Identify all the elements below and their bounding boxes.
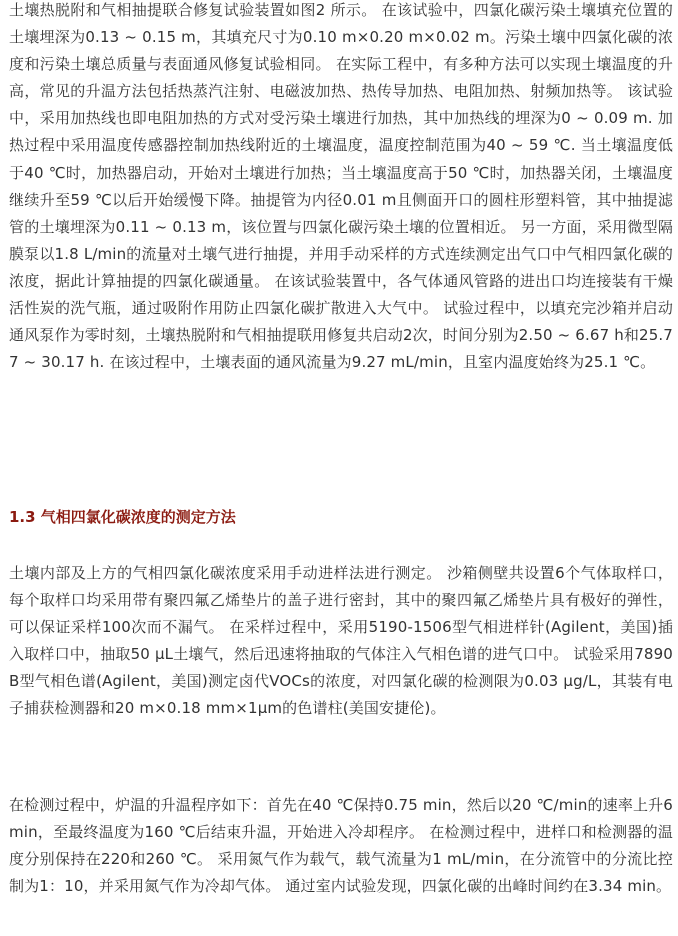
paragraph-device-setup: 土壤热脱附和气相抽提联合修复试验装置如图2 所示。 在该试验中，四氯化碳污染土壤填充位置的土壤埋深为0.13 ~ 0.15 m，其填充尺寸为0.10 m×0.20 m×0.02 m。污染土壤中四氯化碳的浓度和污染土壤总质量与表面通风修复试验相同。 在实际工程中，有多种方法可以实现土壤温度的升高，常见的升温方法包括热蒸汽注射、电磁波加热、热传导加热、电阻加热、射频加热等。 该试验中，采用加热线也即电阻加热的方式对受污染土壤进行加热，其中加热线的埋深为0 ~ 0.09 m. 加热过程中采用温度传感器控制加热线附近的土壤温度，温度控制范围为40 ~ 59 ℃. 当土壤温度低于40 ℃时，加热器启动，开始对土壤进行加热；当土壤温度高于50 ℃时，加热器关闭，土壤温度继续升至59 ℃以后开始缓慢下降。抽提管为内径0.01 m且侧面开口的圆柱形塑料管，其中抽提滤管的土壤埋深为0.11 ~ 0.13 m，该位置与四氯化碳污染土壤的位置相近。 另一方面，采用微型隔膜泵以1.8 L/min的流量对土壤气进行抽提，并用手动采样的方式连续测定出气口中气相四氯化碳的浓度，据此计算抽提的四氯化碳通量。 在该试验装置中，各气体通风管路的进出口均连接装有干燥活性炭的洗气瓶，通过吸附作用防止四氯化碳扩散进入大气中。 试验过程中，以填充完沙箱并启动通风泵作为零时刻，土壤热脱附和气相抽提联用修复共启动2次，时间分别为2.50 ~ 6.67 h和25.77 ~ 30.17 h. 在该过程中，土壤表面的通风流量为9.27 mL/min，且室内温度始终为25.1 ℃。 (9, 1, 673, 372)
paragraph-sampling-method: 土壤内部及上方的气相四氯化碳浓度采用手动进样法进行测定。 沙箱侧壁共设置6个气体取样口，每个取样口均采用带有聚四氟乙烯垫片的盖子进行密封，其中的聚四氟乙烯垫片具有极好的弹性，可以保证采样100次而不漏气。 在采样过程中，采用5190-1506型气相进样针(Agilent，美国)插入取样口中，抽取50 μL土壤气，然后迅速将抽取的气体注入气相色谱的进气口中。 试验采用7890B型气相色谱(Agilent，美国)测定卤代VOCs的浓度，对四氯化碳的检测限为0.03 μg/L，其装有电子捕获检测器和20 m×0.18 mm×1μm的色谱柱(美国安捷伦)。 (9, 564, 673, 718)
paragraph-detection-program: 在检测过程中，炉温的升温程序如下：首先在40 ℃保持0.75 min，然后以20 ℃/min的速率上升6 min，至最终温度为160 ℃后结束升温，开始进入冷却程序。 在检测过程中，进样口和检测器的温度分别保持在220和260 ℃。 采用氮气作为载气，载气流量为1 mL/min，在分流管中的分流比控制为1：10，并采用氮气作为冷却气体。 通过室内试验发现，四氯化碳的出峰时间约在3.34 min。 (9, 796, 673, 896)
section-heading: 1.3 气相四氯化碳浓度的测定方法 (9, 508, 236, 526)
